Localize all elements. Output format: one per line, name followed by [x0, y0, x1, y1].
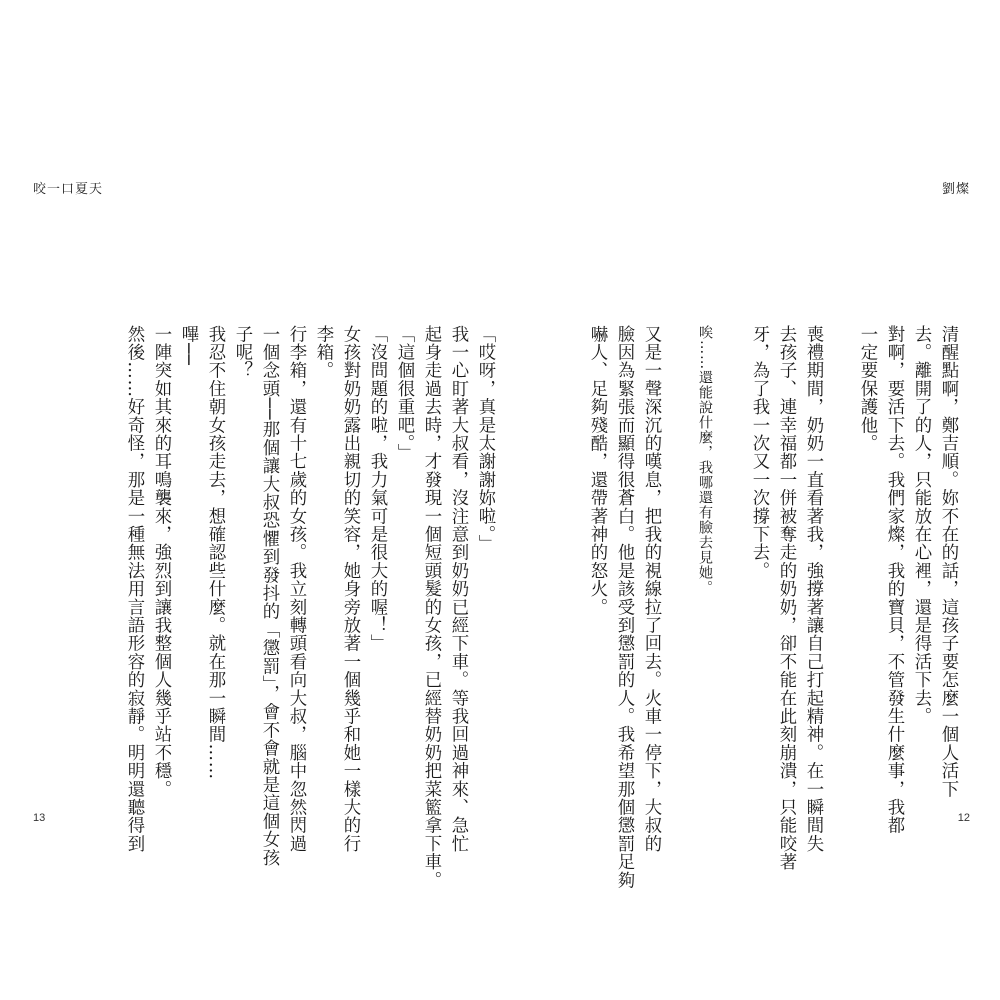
text-line: 然後……好奇怪，那是一種無法用言語形容的寂靜。明明還聽得到 [124, 325, 144, 853]
right-page [500, 0, 1000, 1000]
text-line: 女孩對奶奶露出親切的笑容，她身旁放著一個幾乎和她一樣大的行 [340, 325, 360, 853]
text-line: 李箱。 [313, 325, 333, 380]
text-line: 喪禮期間，奶奶一直看著我，強撐著讓自己打起精神。在一瞬間失 [803, 325, 823, 853]
text-line: 一陣突如其來的耳鳴襲來，強烈到讓我整個人幾乎站不穩。 [151, 325, 171, 799]
text-line: 行李箱，還有十七歲的女孩。我立刻轉頭看向大叔，腦中忽然閃過 [286, 325, 306, 853]
body-text [541, 325, 961, 890]
page-number: 13 [33, 812, 46, 824]
text-line: 對啊，要活下去。我們家燦，我的寶貝，不管發生什麼事，我都 [884, 325, 904, 835]
paragraph-gap [664, 325, 691, 780]
text-line: 一個念頭──那個讓大叔恐懼到發抖的「懲罰」，會不會就是這個女孩 [259, 325, 279, 867]
text-line: 又是一聲深沉的嘆息，把我的視線拉了回去。火車一停下，大叔的 [641, 325, 661, 853]
text-line: 去孩子、連幸福都一併被奪走的奶奶，卻不能在此刻崩潰，只能咬著 [776, 325, 796, 871]
text-line: 「沒問題的啦，我力氣可是很大的喔！」 [367, 325, 387, 653]
text-line: 嚇人、足夠殘酷，還帶著神的怒火。 [587, 325, 607, 617]
text-line: 「哎呀，真是太謝謝妳啦。」 [475, 325, 495, 553]
text-line: 「這個很重吧。」 [394, 325, 414, 462]
running-head-book-title: 咬一口夏天 [33, 182, 104, 197]
paragraph-gap [826, 325, 853, 780]
paragraph-gap [718, 325, 745, 780]
text-line: 子呢？ [232, 325, 252, 380]
text-line: 臉因為緊張而顯得很蒼白。他是該受到懲罰的人。我希望那個懲罰足夠 [614, 325, 634, 890]
running-head-author: 劉燦 [941, 182, 970, 197]
text-line: 清醒點啊，鄭吉順。妳不在的話，這孩子要怎麼一個人活下 [938, 325, 958, 799]
text-line: 起身走過去時，才發現一個短頭髮的女孩，已經替奶奶把菜籃拿下車。 [421, 325, 441, 890]
text-line: 牙，為了我一次又一次撐下去。 [749, 325, 769, 580]
text-line: 嗶── [178, 325, 198, 366]
body-text [83, 325, 498, 890]
text-line: 我一心盯著大叔看，沒注意到奶奶已經下車。等我回過神來、急忙 [448, 325, 468, 853]
text-line: 去。離開了的人，只能放在心裡，還是得活下去。 [911, 325, 931, 726]
page-number: 12 [957, 812, 970, 824]
text-line: 唉……還能說什麼，我哪還有臉去見她。 [697, 325, 713, 595]
text-line: 一定要保護他。 [857, 325, 877, 453]
text-line: 我忍不住朝女孩走去，想確認些什麼。就在那一瞬間…… [205, 325, 225, 780]
